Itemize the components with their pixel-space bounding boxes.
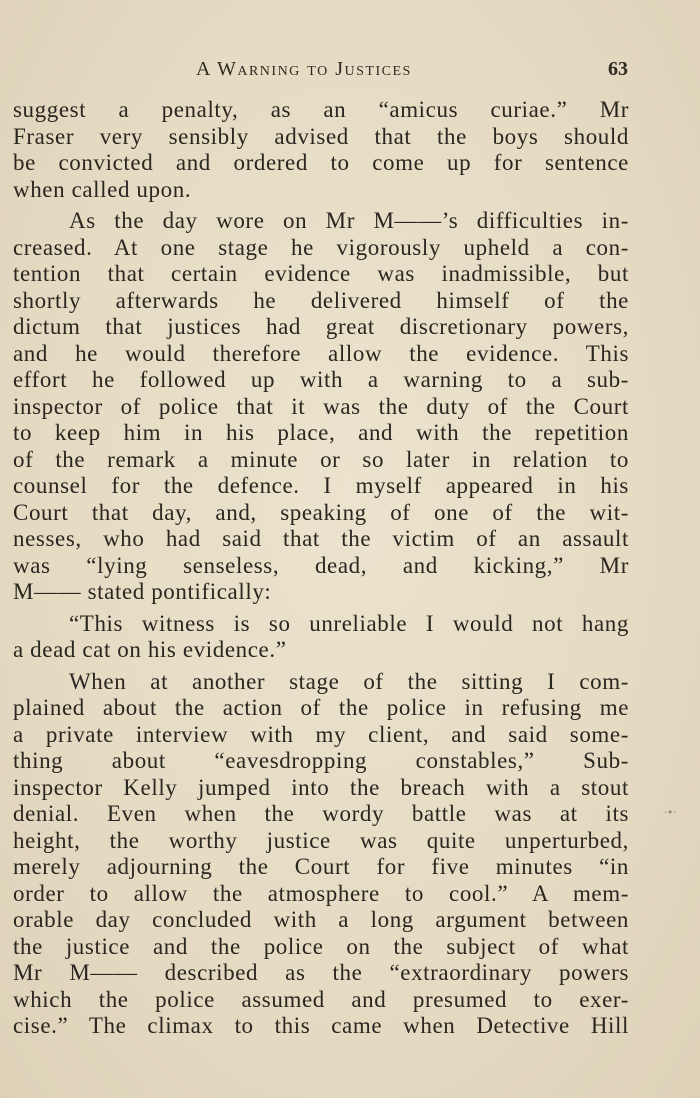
text-line: tention that certain evidence was inadmissible, but [13, 261, 629, 286]
text-line: denial. Even when the wordy battle was at its [13, 801, 629, 826]
text-line: which the police assumed and presumed to exer- [13, 986, 629, 1012]
text-line: As the day wore on Mr M——’s difficulties in- [69, 208, 629, 233]
page-number: 63 [608, 58, 628, 80]
text-line: and he would therefore allow the evidence. This [13, 340, 629, 366]
text-line: cise.” The climax to this came when Detective Hill [13, 1013, 629, 1038]
text-line: effort he followed up with a warning to a sub- [13, 367, 629, 392]
text-line: Fraser very sensibly advised that the boys should [13, 123, 629, 149]
text-line: nesses, who had said that the victim of an assault [13, 526, 629, 551]
text-line: When at another stage of the sitting I com- [69, 668, 629, 694]
text-line: to keep him in his place, and with the repetition [13, 420, 629, 445]
text-line: be convicted and ordered to come up for sentence [13, 150, 629, 175]
running-title: A Warning to Justices [196, 58, 412, 80]
text-line: creased. At one stage he vigorously upheld a con- [13, 234, 629, 260]
text-line: order to allow the atmosphere to cool.” A mem- [13, 880, 629, 906]
text-line: when called upon. [13, 176, 192, 202]
text-line: a dead cat on his evidence.” [13, 637, 287, 662]
page-smudge-mark: ·•· [664, 808, 677, 819]
text-line: merely adjourning the Court for five minutes “in [13, 854, 629, 879]
text-line: height, the worthy justice was quite unperturbed, [13, 827, 629, 853]
text-line: plained about the action of the police in refusing me [13, 695, 629, 720]
body-text [13, 97, 629, 1040]
text-line: inspector of police that it was the duty of the Court [13, 393, 629, 419]
text-line: a private interview with my client, and said some- [13, 721, 629, 747]
text-line: of the remark a minute or so later in relation to [13, 446, 629, 472]
page-header [0, 58, 700, 84]
text-line: orable day concluded with a long argument between [13, 907, 629, 932]
text-line: shortly afterwards he delivered himself of the [13, 287, 629, 313]
text-line: the justice and the police on the subject of what [13, 933, 629, 959]
text-line: Court that day, and, speaking of one of the wit- [13, 499, 629, 525]
text-line: suggest a penalty, as an “amicus curiae.” Mr [13, 97, 629, 122]
text-line: thing about “eavesdropping constables,” Sub- [13, 748, 629, 773]
text-line: Mr M—— described as the “extraordinary powers [13, 960, 629, 985]
text-line: dictum that justices had great discretionary powers, [13, 314, 629, 339]
text-line: counsel for the defence. I myself appeared in his [13, 473, 629, 498]
text-line: M—— stated pontifically: [13, 579, 272, 604]
text-line: was “lying senseless, dead, and kicking,” Mr [13, 552, 629, 578]
text-line: inspector Kelly jumped into the breach with a stout [13, 774, 629, 800]
text-line: “This witness is so unreliable I would not hang [69, 610, 629, 636]
